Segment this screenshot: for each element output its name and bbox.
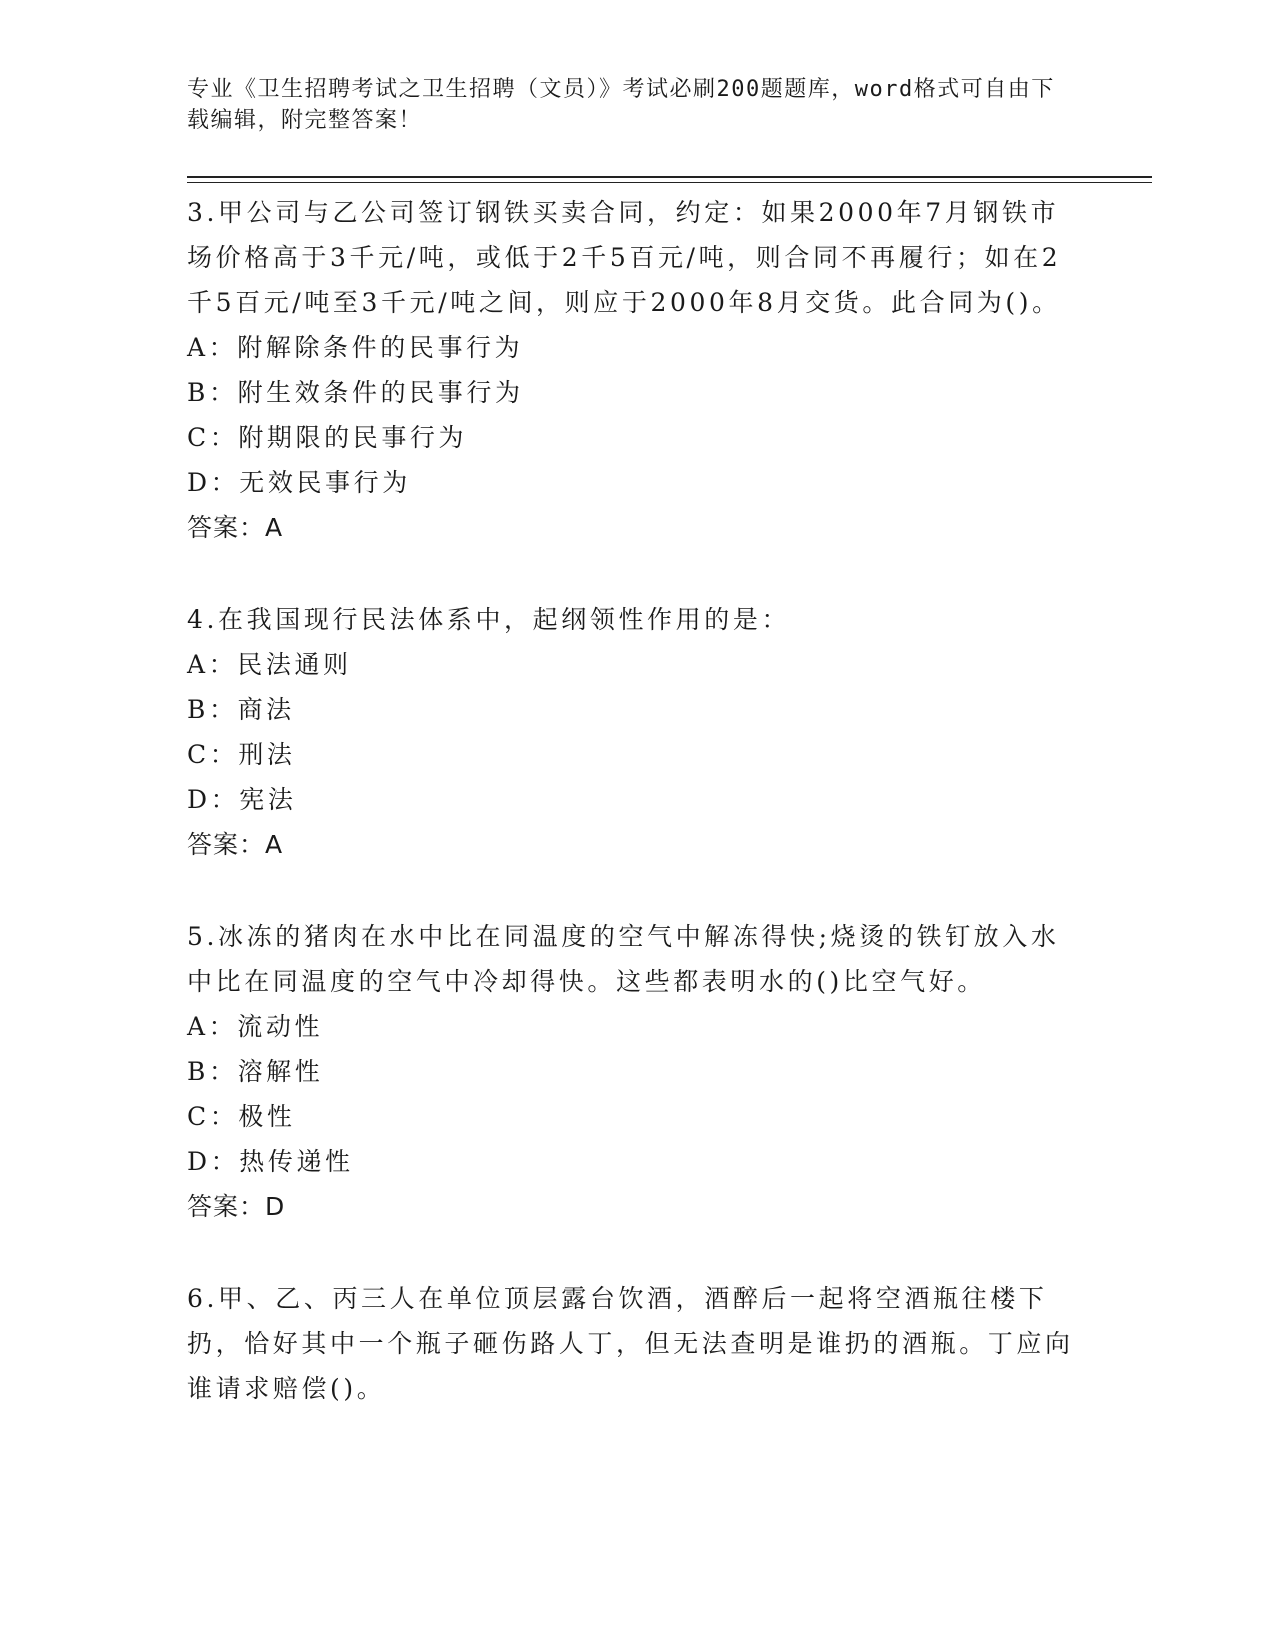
option-c: C：刑法 xyxy=(187,740,296,769)
option-b: B：商法 xyxy=(187,695,295,724)
option-a: A：民法通则 xyxy=(187,650,352,679)
question-6 xyxy=(187,1276,1087,1411)
page-header: 专业《卫生招聘考试之卫生招聘（文员）》考试必刷200题题库，word格式可自由下载编辑，附完整答案！ xyxy=(187,77,1055,133)
option-d: D：宪法 xyxy=(187,785,297,814)
question-4 xyxy=(187,597,1087,867)
question-3 xyxy=(187,190,1087,550)
option-a: A：流动性 xyxy=(187,1012,324,1041)
option-c: C：极性 xyxy=(187,1102,296,1131)
header-divider-thick xyxy=(187,176,1152,178)
option-c: C：附期限的民事行为 xyxy=(187,423,468,452)
option-b: B：溶解性 xyxy=(187,1057,324,1086)
question-5 xyxy=(187,914,1087,1229)
question-stem: 4.在我国现行民法体系中，起纲领性作用的是： xyxy=(187,605,791,634)
question-stem: 6.甲、乙、丙三人在单位顶层露台饮酒，酒醉后一起将空酒瓶往楼下扔，恰好其中一个瓶子砸伤路人丁，但无法查明是谁扔的酒瓶。丁应向谁请求赔偿()。 xyxy=(187,1284,1074,1403)
option-d: D：热传递性 xyxy=(187,1147,354,1176)
option-a: A：附解除条件的民事行为 xyxy=(187,333,524,362)
option-b: B：附生效条件的民事行为 xyxy=(187,378,524,407)
answer-line: 答案：A xyxy=(187,513,284,542)
option-d: D：无效民事行为 xyxy=(187,468,411,497)
question-list xyxy=(187,190,1087,1458)
answer-line: 答案：A xyxy=(187,830,284,859)
header-divider-thin xyxy=(187,182,1152,183)
question-stem: 5.冰冻的猪肉在水中比在同温度的空气中解冻得快;烧烫的铁钉放入水中比在同温度的空气中冷却得快。这些都表明水的()比空气好。 xyxy=(187,922,1060,996)
question-stem: 3.甲公司与乙公司签订钢铁买卖合同，约定：如果2000年7月钢铁市场价格高于3千元/吨，或低于2千5百元/吨，则合同不再履行；如在2千5百元/吨至3千元/吨之间，则应于2000年8月交货。此合同为()。 xyxy=(187,198,1062,317)
answer-line: 答案：D xyxy=(187,1192,286,1221)
